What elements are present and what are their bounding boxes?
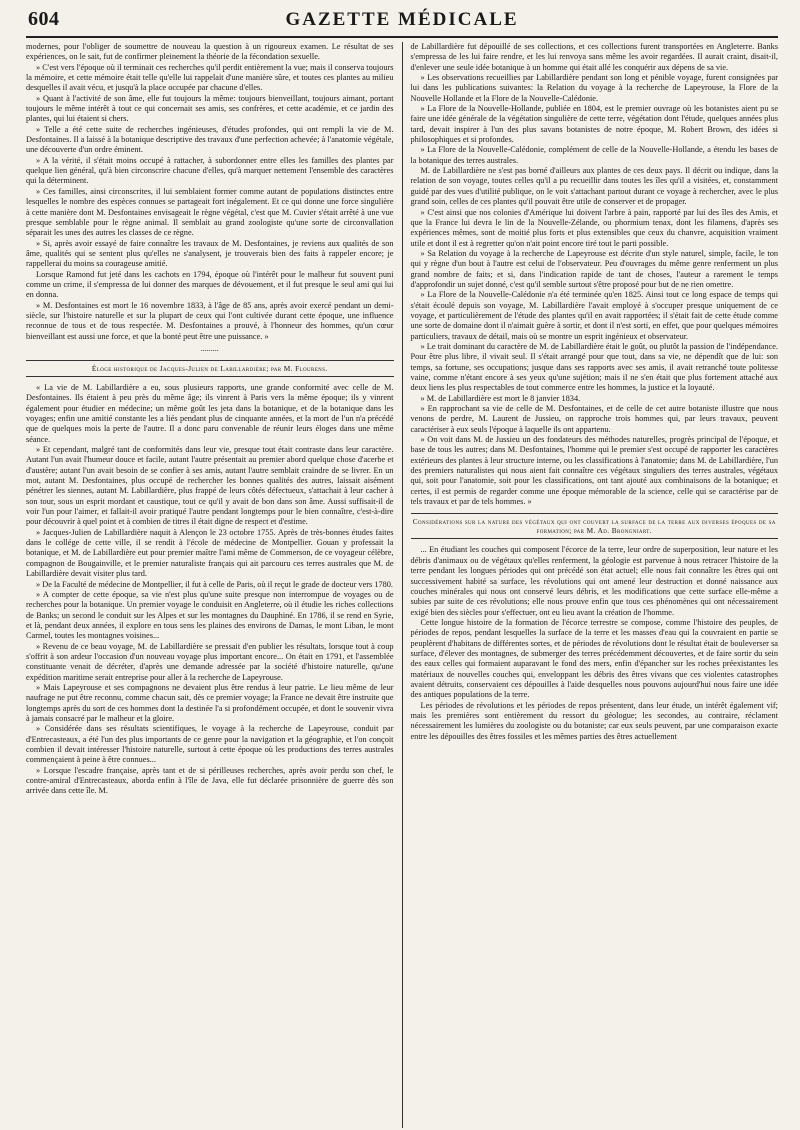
paragraph: « La vie de M. Labillardière a eu, sous plusieurs rapports, une grande conformité avec celle de M. Desfontaines. Ils étaient à peu près du même âge; ils vinrent à Paris vers la même époque; ils y vinrent également pour étudier en médecine; un même goût les jeta dans la botanique, et de la botanique dans les voyages; enfin une amitié constante les a liés pendant plus de cinquante années, et la mort de l'un n'a précédé que de quelques mois la perte de l'autre. Il a donc paru convenable de réunir leurs éloges dans une même séance.: [26, 382, 394, 444]
page-header: [26, 6, 778, 38]
paragraph: » Les observations recueillies par Labillardière pendant son long et pénible voyage, furent consignées par lui dans les publications suivantes: la Relation du voyage à la recherche de Lapeyrouse, la Flore de la Nouvelle Hollande et la Flore de la Nouvelle-Calédonie.: [410, 73, 778, 103]
right-column-text-a: [411, 42, 779, 507]
journal-title: GAZETTE MÉDICALE: [285, 9, 519, 30]
ellipsis-separator: .........: [200, 343, 219, 353]
left-column-text-b: [26, 383, 394, 797]
paragraph: Lorsque Ramond fut jeté dans les cachots en 1794, époque où l'intérêt pour le malheur fut souvent puni comme un crime, il s'empressa de lui donner des marques de dévouement, et il fut presque le seul ami qui lui en donna.: [26, 269, 394, 300]
paragraph: » Mais Lapeyrouse et ses compagnons ne devaient plus être rendus à leur patrie. Le lieu même de leur naufrage ne put être reconnu, comme chacun sait, dès ce premier voyage; la France ne devait être instruite que longtemps après du sort de ces hommes dont la destinée l'a si profondément occupée, et dont le souvenir vivra à jamais consacré par le malheur et la gloire.: [26, 682, 394, 723]
left-column: [26, 42, 402, 1128]
paragraph: » M. de Labillardière est mort le 8 janvier 1834.: [420, 393, 581, 403]
paragraph: » Ces familles, ainsi circonscrites, il lui semblaient former comme autant de populations distinctes entre lesquelles le nombre des espèces connues se partageait fort inégalement. Et ce qui donne une force singulière à cette manière dont M. Desfontaines envisageait le règne végétal, c'est que M. Cuvier s'était arrêté à une vue presque semblable pour le règne animal. Il semblait au grand zoologiste qu'une sorte de circonvallation séparait les unes des autres les classes de ce règne.: [26, 186, 394, 238]
page-number: 604: [28, 8, 60, 30]
paragraph: de Labillardière fut dépouillé de ses collections, et ces collections furent transportées en Angleterre. Banks s'empressa de les lui faire rendre, et les lui renvoya sans même les avoir regardées. Il aurait craint, disait-il, d'enlever une seule idée botanique à un homme qui était allé les conquérir aux dépens de sa vie.: [410, 42, 778, 72]
right-column-text-b: [411, 545, 779, 742]
paragraph: » C'est vers l'époque où il terminait ces recherches qu'il perdit entièrement la vue; mais il conserva toujours la mémoire, et cette mémoire était telle qu'elle lui rappelait d'une manière sûre, et toutes ces plantes au milieu desquelles il avait vécu, et jusqu'à la place occupée par chacune d'elles.: [26, 62, 394, 93]
paragraph: » Si, après avoir essayé de faire connaître les travaux de M. Desfontaines, je reviens aux qualités de son âme, qualités qui se sentent plus qu'elles ne s'analysent, je trouverais bien des faits à rappeler encore; je rappellerai du moins sa courageuse amitié.: [26, 238, 394, 269]
paragraph: » La Flore de la Nouvelle-Hollande, publiée en 1804, est le premier ouvrage où les botanistes aient pu se faire une idée générale de la végétation singulière de cette terre, végétation dont l'étude, quelques années plus tard, devait inspirer à l'un des plus savans botanistes de notre époque, M. Robert Brown, des idées si philosophiques et si profondes.: [410, 104, 778, 145]
section-heading-brongniart: Considérations sur la nature des végétaux qui ont couvert la surface de la terre aux diverses époques de sa formation; par M. Ad. Brongniart.: [411, 513, 779, 539]
paragraph: M. de Labillardière ne s'est pas borné d'ailleurs aux plantes de ces deux pays. Il décrit ou indique, dans la relation de son voyage, toutes celles qu'il a pu recueillir dans toutes les îles qu'il a visitées, et, constamment guidé par des vues d'utilité publique, on le voit s'attachant partout durant ce voyage à rechercher, avec le plus grand soin, celles de ces plantes qu'il pouvait être utile de conserver et de propager.: [410, 166, 778, 207]
paragraph: » Telle a été cette suite de recherches ingénieuses, d'études profondes, qui ont rempli la vie de M. Desfontaines. Il a laissé à la botanique descriptive des travaux d'une perfection achevée; à l'anatomie végétale, une découverte d'un ordre éminent.: [26, 124, 394, 155]
paragraph: » Sa Relation du voyage à la recherche de Lapeyrouse est décrite d'un style naturel, simple, facile, le ton qui y règne d'un bout à l'autre est celui de l'observateur. Peu d'ouvrages du même genre renferment un plus grand nombre de faits; et si, dans l'indication rapide de tant de choses, l'auteur a rarement le temps d'approfondir un sujet donné, c'est qu'il semble surtout s'être proposé pour but de ne rien omettre.: [410, 248, 778, 289]
paragraph: » C'est ainsi que nos colonies d'Amérique lui doivent l'arbre à pain, rapporté par lui des îles des Amis, et que la France lui devra le lin de la Nouvelle-Zélande, ou phormium tenax, dont les filamens, d'après ses expériences mêmes, sont de moitié plus forts et plus extensibles que ceux du chanvre, acquisition vraiment utile et dont il est à regretter qu'on n'ait point encore tiré tout le parti possible.: [410, 207, 778, 248]
paragraph: Cette longue histoire de la formation de l'écorce terrestre se compose, comme l'histoire des peuples, de périodes de repos, pendant lesquelles la surface de la terre et les masses d'eau qui la couvraient en partie se peuplèrent d'habitans de différentes sortes, et de périodes de révolutions dont le résultat était de bouleverser sa surface, d'élever des montagnes, de submerger des terres précédemment découvertes, et de faire sortir du sein des eaux celles qui formaient auparavant le fond des mers, enfin d'épancher sur les roches préexistantes les matériaux de nouvelles couches qui, enveloppant les débris des êtres vivans que ces violentes catastrophes avaient détruits, conservaient ces dépouilles à l'aide desquelles nous pouvons aujourd'hui nous faire une idée des antiques populations de la terre.: [410, 617, 778, 700]
paragraph: » Lorsque l'escadre française, après tant et de si périlleuses recherches, après avoir perdu son chef, le contre-amiral d'Entrecasteaux, aborda enfin à l'île de Java, elle fut déclarée prisonnière de guerre dès son arrivée dans cette île. M.: [26, 765, 394, 796]
paragraph: » Quant à l'activité de son âme, elle fut toujours la même: toujours bienveillant, toujours aimant, portant toujours le même intérêt à tout ce qui concernait ses amis, ses confrères, et cette académie, et ce jardin des plantes, qui lui étaient si chers.: [26, 93, 394, 124]
paragraph: » Considérée dans ses résultats scientifiques, le voyage à la recherche de Lapeyrouse, conduit par d'Entrecasteaux, a été l'un des plus importants de ce genre pour la navigation et la géographie, et l'on conçoit combien il devait intéresser l'histoire naturelle, surtout à cette époque où les productions des terres australes commençaient à peine à être connues...: [26, 724, 394, 765]
section-heading-labillardiere: Éloge historique de Jacques-Julien de Labillardière; par M. Flourens.: [26, 360, 394, 377]
paragraph: » Revenu de ce beau voyage, M. de Labillardière se pressait d'en publier les résultats, lorsque tout à coup s'offrit à son ardeur l'occasion d'un nouveau voyage plus important encore... On était en 1791, et l'assemblée constituante venait de décréter, d'après une demande adressée par la société d'histoire naturelle, qu'une expédition maritime serait entreprise pour aller à la recherche de Lapeyrouse.: [26, 641, 394, 682]
paragraph: » De la Faculté de médecine de Montpellier, il fut à celle de Paris, où il reçut le grade de docteur vers 1780.: [36, 579, 393, 589]
left-column-text-a: [26, 42, 394, 342]
paragraph: » M. Desfontaines est mort le 16 novembre 1833, à l'âge de 85 ans, après avoir exercé pendant un demi-siècle, sur l'histoire naturelle et sur la plupart de ceux qui l'ont cultivée durant cette époque, une influence reconnue de tous et de tous respectée. M. Desfontaines a prouvé, à l'honneur des hommes, qu'un cœur bienveillant est aussi une force, et que la bonté peut être une puissance. »: [26, 300, 394, 341]
text-columns: [26, 42, 778, 1128]
paragraph: » Jacques-Julien de Labillardière naquit à Alençon le 23 octobre 1755. Après de très-bonnes études faites dans le collége de cette ville, il se rendit à l'école de médecine de Montpellier. Gouan y professait la botanique, et M. de Labillardière eut pour premier maître l'ami même de Commerson, de ce voyageur célèbre, compagnon de Bougainville, et le premier naturaliste français qui ait parcouru ces terres australes que M. de Labillardière devait visiter plus tard.: [26, 527, 394, 579]
paragraph: » La Flore de la Nouvelle-Calédonie, complément de celle de la Nouvelle-Hollande, a étendu les bases de la botanique des terres australes.: [410, 145, 778, 165]
paragraph: » La Flore de la Nouvelle-Calédonie n'a été terminée qu'en 1825. Ainsi tout ce long espace de temps qui s'était écoulé depuis son voyage, M. Labillardière l'avait employé à s'occuper presque uniquement de ce voyage, et particulièrement de l'étude des plantes qu'il en avait rapportées; il s'était fait de cette étude comme une sorte de domaine dont il n'aimait guère à sortir, et dont il n'est sorti, en effet, que pour quelques mémoires particuliers, travaux de détail, mais où se montre un esprit ingénieux et observateur.: [410, 290, 778, 341]
paragraph: » Le trait dominant du caractère de M. de Labillardière était le goût, ou plutôt la passion de l'indépendance. Pour être plus libre, il vivait seul. Il s'était arrangé pour que tout, dans sa vie, ne dépendît que de lui: son temps, sa fortune, ses occupations; jusque dans ses rapports avec ses amis, il avait retranché toute politesse vaine, comme n'étant encore à ses yeux qu'une sujétion; mais il ne s'en était que plus fortement attaché aux deux liens les plus respectables de tout commerce entre les hommes, la justice et la loyauté.: [410, 341, 778, 393]
paragraph: modernes, pour l'obliger de soumettre de nouveau la question à un rigoureux examen. Le résultat de ses expériences, on le sait, fut de confirmer pleinement la théorie de la fécondation sexuelle.: [26, 42, 394, 62]
paragraph: » Et cependant, malgré tant de conformités dans leur vie, presque tout était contraste dans leur caractère. Autant l'un avait l'humeur douce et facile, autant l'autre présentait au premier abord quelque chose d'acerbe et d'austère; autant l'un avait besoin de se confier à ses amis, autant l'autre semblait craindre de se livrer. En un mot, autant M. Desfontaines, plus occupé de rechercher les bonnes qualités des autres, laissait aisément pénétrer les siennes, autant M. Labillardière, plus frappé de leurs côtés défectueux, s'attachait à leur cacher à son tour, sous un esprit mordant et caustique, tout ce qu'il y avait de bon dans son âme. Aussi suffisait-il de voir l'un pour l'aimer, et fallait-il avoir pratiqué l'autre pendant longtemps pour le bien connaître, c'est-à-dire pour découvrir à quel point et à combien de titres il était digne de respect et d'estime.: [26, 445, 394, 527]
paragraph: » En rapprochant sa vie de celle de M. Desfontaines, et de celle de cet autre botaniste illustre que nous venons de perdre, M. Laurent de Jussieu, on rapproche trois hommes qui, par leurs travaux, peuvent caractériser à eux seuls l'époque à laquelle ils ont appartenu.: [410, 404, 778, 434]
paragraph: » On voit dans M. de Jussieu un des fondateurs des méthodes naturelles, progrès principal de l'époque, et base de tous les autres; dans M. Desfontaines, l'homme qui le premier s'est occupé de rapporter les caractères extérieurs des plantes à leur structure interne, ou les classifications à l'anatomie; dans M. de Labillardière, l'un des premiers naturalistes qui nous aient fait connaître ces végétaux singuliers des terres australes, végétaux qui, soit pour l'anatomie, soit pour les classifications, ont tant ajouté aux combinaisons de la botanique; et certes, il est permis de regarder comme une époque mémorable de la science, celle qui se caractérise par de tels travaux et par de tels hommes. »: [410, 435, 778, 507]
paragraph: » A la vérité, il s'était moins occupé à rattacher, à subordonner entre elles les familles des plantes par quelque lien général, qu'à bien circonscrire chacune d'elles, qu'à marquer nettement l'ensemble des caractères qui la déterminent.: [26, 155, 394, 186]
right-column: [402, 42, 779, 1128]
paragraph: ... En étudiant les couches qui composent l'écorce de la terre, leur ordre de superposition, leur nature et les débris d'animaux ou de végétaux qu'elles renferment, la géologie est parvenue à nous retracer l'histoire de la terre pendant les longues périodes qui ont précédé son état actuel; elle nous fait connaître les êtres qui ont successivement habité sa surface, les révolutions qui ont amené leur destruction et donné naissance aux couches minérales qui nous ont conservé leurs débris, et les modifications que cette surface elle-même a subies par suite de ces révolutions; elle nous prouve enfin que tous ces phénomènes qui ont nécessairement exigé bien des siècles pour s'effectuer, ont eu lieu avant la création de l'homme.: [410, 545, 778, 617]
paragraph: Les périodes de révolutions et les périodes de repos présentent, dans leur étude, un intérêt également vif; mais les premières sont entièrement du ressort du géologue; les secondes, au contraire, réclament nécessairement les lumières du zoologiste ou du botaniste; car eux seuls peuvent, par une comparaison exacte entre les dépouilles des êtres fossiles et les mêmes parties des êtres actuellement: [410, 700, 778, 741]
paragraph: » A compter de cette époque, sa vie n'est plus qu'une suite presque non interrompue de voyages ou de recherches pour la botanique. Un premier voyage le conduisit en Angleterre, où il étudie les riches collections de Banks; un second le conduit sur les Alpes et sur les montagnes du Dauphiné. En 1786, il se rend en Syrie, et là, pendant deux années, il explore en tous sens les plaines des environs de Damas, le mont Liban, le mont Carmel, toutes les montagnes voisines...: [26, 589, 394, 641]
